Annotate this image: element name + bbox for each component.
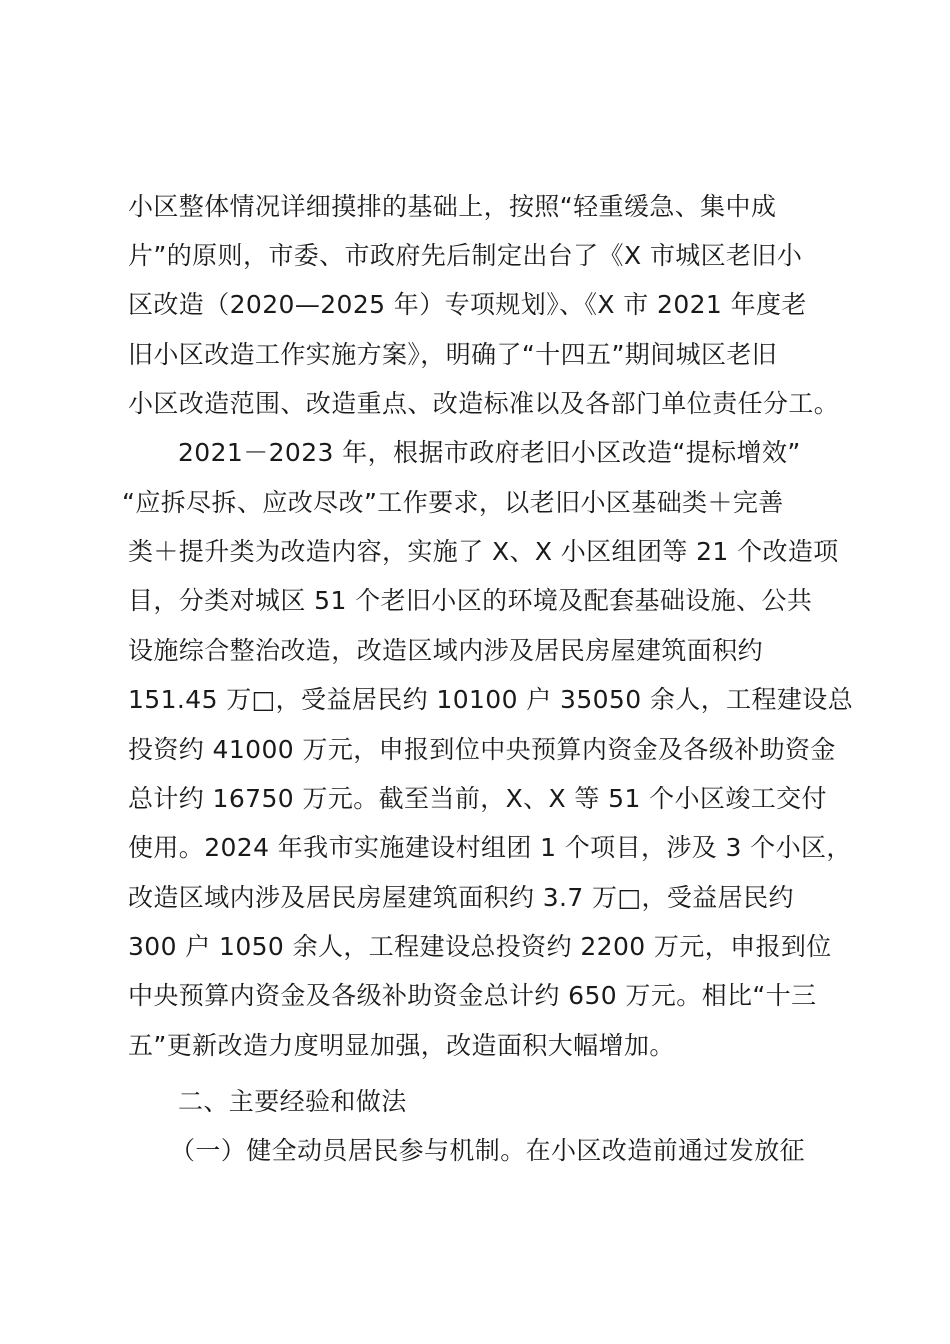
paragraph-line: 投资约 41000 万元，申报到位中央预算内资金及各级补助资金 [128, 735, 836, 764]
paragraph-line: 小区改造范围、改造重点、改造标准以及各部门单位责任分工。 [128, 389, 840, 418]
paragraph-line: 片”的原则，市委、市政府先后制定出台了《X 市城区老旧小 [128, 241, 803, 270]
paragraph-line: 中央预算内资金及各级补助资金总计约 650 万元。相比“十三 [128, 981, 817, 1010]
paragraph-line: 小区整体情况详细摸排的基础上，按照“轻重缓急、集中成 [128, 192, 777, 221]
paragraph-line: 目，分类对城区 51 个老旧小区的环境及配套基础设施、公共 [128, 586, 813, 615]
section-heading: 二、主要经验和做法 [178, 1087, 407, 1116]
paragraph-line: 设施综合整治改造，改造区域内涉及居民房屋建筑面积约 [128, 636, 764, 665]
paragraph-line: “应拆尽拆、应改尽改”工作要求，以老旧小区基础类＋完善 [122, 488, 784, 517]
paragraph-line: 类＋提升类为改造内容，实施了 X、X 小区组团等 21 个改造项 [128, 537, 839, 566]
subsection-heading: （一）健全动员居民参与机制。在小区改造前通过发放征 [170, 1136, 806, 1165]
paragraph-line: 使用。2024 年我市实施建设村组团 1 个项目，涉及 3 个小区， [128, 833, 852, 862]
paragraph-line: 300 户 1050 余人，工程建设总投资约 2200 万元，申报到位 [128, 932, 832, 961]
paragraph-line: 五”更新改造力度明显加强，改造面积大幅增加。 [128, 1031, 675, 1060]
paragraph-line: 区改造（2020—2025 年）专项规划》、《X 市 2021 年度老 [128, 290, 807, 319]
paragraph-line: 改造区域内涉及居民房屋建筑面积约 3.7 万□，受益居民约 [128, 883, 794, 912]
paragraph-line: 151.45 万□，受益居民约 10100 户 35050 余人，工程建设总 [128, 685, 854, 714]
paragraph-line: 旧小区改造工作实施方案》，明确了“十四五”期间城区老旧 [128, 340, 778, 369]
paragraph-line: 总计约 16750 万元。截至当前，X、X 等 51 个小区竣工交付 [128, 784, 827, 813]
paragraph-line: 2021－2023 年，根据市政府老旧小区改造“提标增效” [178, 438, 801, 467]
